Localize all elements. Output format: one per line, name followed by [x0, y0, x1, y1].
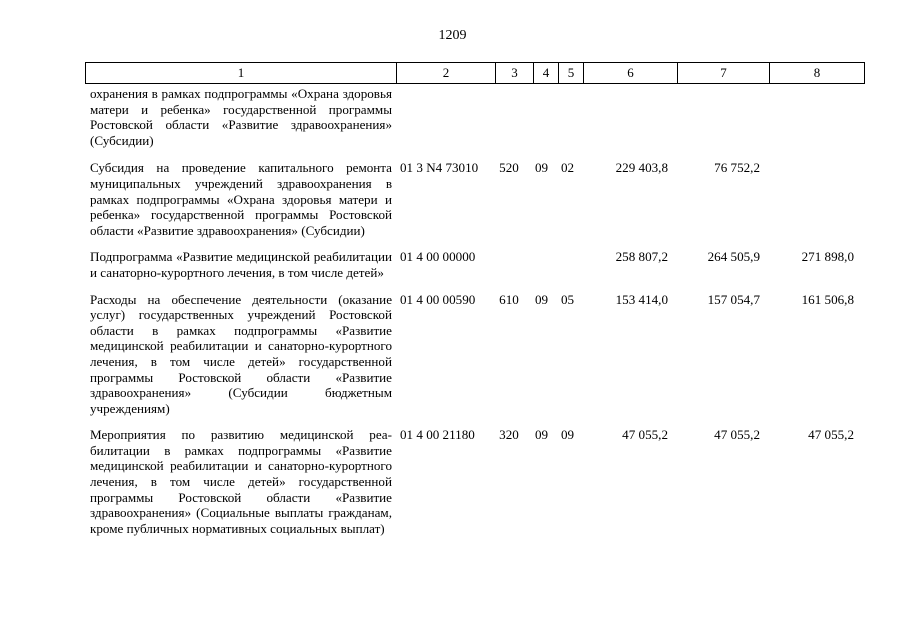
row-description: Мероприятия по развитию медицинской реабилитации в рамках подпрограммы «Развитие медицинской реабилитации и санаторно-курортного лечения, в том числе детей» государственной программы Ростовской области «Развитие здравоохранения» (Социальные выплаты гражданам, кроме публичных нормативных социальных выплат) [90, 427, 392, 536]
row-col-5 [554, 249, 581, 280]
table-row [85, 427, 865, 536]
table-header [85, 62, 865, 84]
row-description: Расходы на обеспечение деятельности (оказание услуг) государственных учреждений Ростовской области в рамках подпрограммы «Развитие медицинской реабилитации и санаторно-курортного лечения, в том числе детей» государственной программы Ростовской области «Развитие здравоохранения» (Субсидии бюджетным учреждениям) [90, 291, 392, 416]
table-row [85, 292, 865, 417]
header-col-7: 7 [677, 63, 769, 83]
table-row [85, 160, 865, 238]
header-col-5: 5 [558, 63, 583, 83]
row-col-5 [554, 86, 581, 148]
table-row [85, 86, 865, 148]
row-col-8: 47 055,2 [808, 427, 854, 443]
row-col-3: 610 [499, 291, 519, 307]
row-col-8: 161 506,8 [801, 291, 854, 307]
header-col-2: 2 [396, 63, 495, 83]
table-body [85, 86, 865, 547]
row-col-3 [489, 249, 529, 280]
row-col-6: 153 414,0 [615, 291, 668, 307]
header-col-6: 6 [583, 63, 677, 83]
row-col-4: 09 [534, 427, 549, 443]
row-col-3: 320 [499, 427, 519, 443]
row-col-8 [767, 160, 859, 238]
row-col-3 [489, 86, 529, 148]
header-col-4: 4 [533, 63, 558, 83]
row-col-5: 09 [560, 427, 575, 443]
row-code: 01 4 00 00590 [400, 291, 476, 307]
row-col-8 [767, 86, 859, 148]
row-code: 01 4 00 00000 [400, 249, 476, 265]
row-col-5: 05 [560, 291, 575, 307]
row-col-6 [581, 86, 675, 148]
row-col-5: 02 [560, 160, 575, 176]
row-col-4: 09 [534, 291, 549, 307]
header-col-1: 1 [85, 63, 396, 83]
table-row [85, 249, 865, 280]
row-description: охранения в рамках подпрограммы «Охрана здоровья матери и ребенка» государственной программы Ростовской области «Развитие здравоохранения» (Субсидии) [90, 86, 392, 148]
row-col-3: 520 [499, 160, 519, 176]
row-col-7: 157 054,7 [707, 291, 760, 307]
page-number: 1209 [438, 28, 467, 43]
header-col-3: 3 [495, 63, 533, 83]
row-col-7: 47 055,2 [714, 427, 760, 443]
row-description: Субсидия на проведение капитального ремонта муниципальных учреждений здравоохранения в рамках подпрограммы «Охрана здоровья матери и ребенка» государственной программы Ростовской области «Развитие здравоохранения» (Субсидии) [90, 160, 392, 238]
row-code: 01 3 N4 73010 [400, 160, 479, 176]
row-code: 01 4 00 21180 [400, 427, 475, 443]
row-col-8: 271 898,0 [801, 249, 854, 265]
row-description: Подпрограмма «Развитие медицинской реабилитации и санаторно-курортного лечения, в том числе детей» [90, 249, 392, 280]
row-col-4 [529, 86, 554, 148]
row-col-6: 229 403,8 [615, 160, 668, 176]
row-col-7 [675, 86, 767, 148]
row-col-6: 47 055,2 [622, 427, 668, 443]
row-col-4 [529, 249, 554, 280]
row-col-6: 258 807,2 [615, 249, 668, 265]
row-col-7: 264 505,9 [707, 249, 760, 265]
row-col-7: 76 752,2 [714, 160, 760, 176]
header-col-8: 8 [769, 63, 865, 83]
row-code [392, 86, 489, 148]
row-col-4: 09 [534, 160, 549, 176]
